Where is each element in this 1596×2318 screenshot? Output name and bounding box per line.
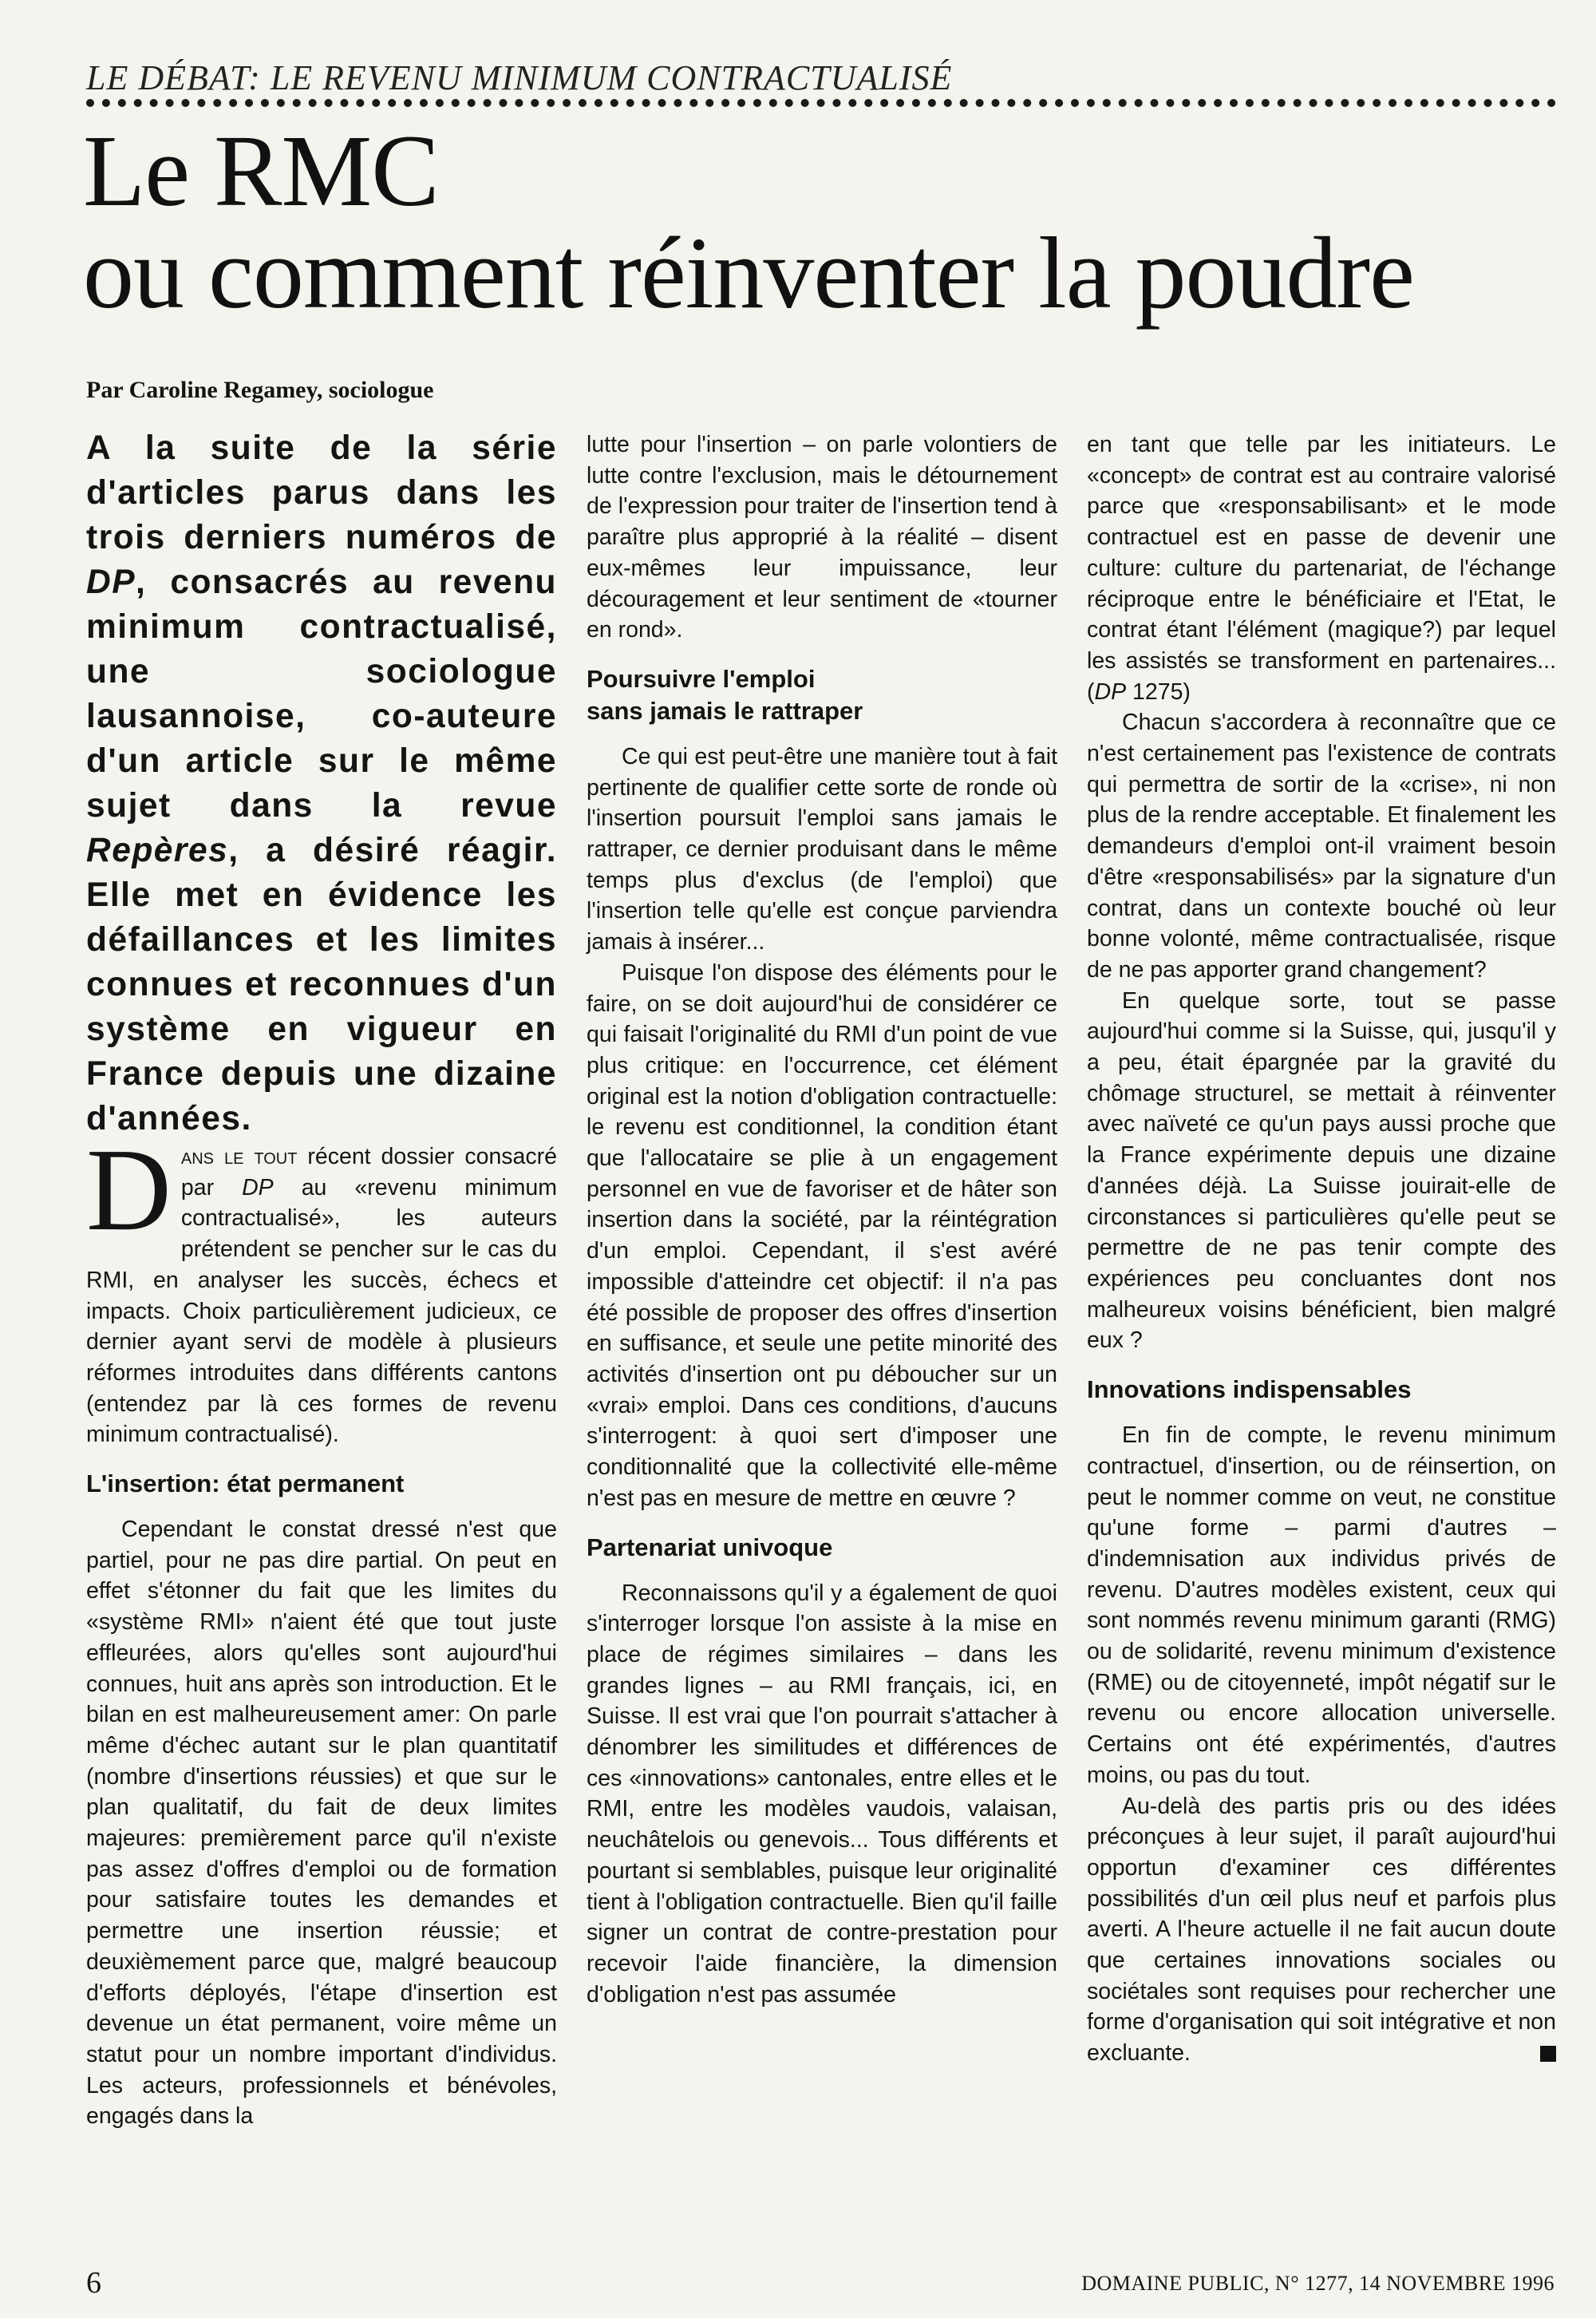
- subheading: Partenariat univoque: [587, 1533, 833, 1561]
- subheading: [587, 663, 1057, 727]
- column-3: [1087, 429, 1556, 2069]
- body-paragraph: Chacun s'accordera à reconnaître que ce n'est certainement pas l'existence de contrats qui permettra de sortir de la «crise», ni non plus de la rendre acceptable. Et finalement les demandeurs d'emploi ont-il vraiment besoin d'être «responsabilisés» par la signature d'un contrat, dans un contexte bouché où leur bonne volonté, même contractualisée, risque de ne pas apporter grand changement?: [1087, 710, 1556, 983]
- lead-dp: DP: [86, 564, 136, 601]
- text-run: récent dossier consacré par: [180, 1144, 557, 1201]
- text-run: 1275): [1126, 678, 1191, 705]
- column-2: [587, 429, 1057, 2010]
- subheading: L'insertion: état permanent: [86, 1470, 405, 1498]
- dotted-divider: [86, 99, 1556, 107]
- column-1: [86, 423, 557, 2132]
- text-run-italic: DP: [242, 1174, 274, 1201]
- body-paragraph: Reconnaissons qu'il y a également de quoi s'interroger lorsque l'on assiste à la mise en place de régimes similaires – dans les grandes lignes – au RMI français, ici, en Suisse. Il est vrai que l'on pourrait s'attacher à dénombrer les similitudes et différences de ces «innovations» cantonales, entre elles et le RMI, entre les modèles vaudois, valaisan, neuchâtelois ou genevois... Tous différents et pourtant si semblables, puisque leur originalité tient à l'obligation contractuelle. Bien qu'il faille signer un contrat de contre-prestation pour recevoir l'aide financière, la dimension d'obligation n'est pas assumée: [587, 1580, 1057, 2007]
- text-run-italic: DP: [1094, 678, 1127, 705]
- subheading: Innovations indispensables: [1087, 1375, 1412, 1404]
- article-headline: [83, 114, 1414, 330]
- lead-text-1: A la suite de la série d'articles parus dans les trois derniers numéros de: [86, 429, 557, 556]
- end-of-article-mark: [1540, 2046, 1556, 2062]
- headline-line-1: Le RMC: [83, 114, 439, 227]
- drop-cap: D: [86, 1125, 172, 1256]
- small-caps-opening: ans le tout: [180, 1144, 298, 1169]
- section-rubric: LE DÉBAT: LE REVENU MINIMUM CONTRACTUALISÉ: [86, 58, 953, 97]
- subheading-line-1: Poursuivre l'emploi: [587, 664, 816, 693]
- body-paragraph: lutte pour l'insertion – on parle volontiers de lutte contre l'exclusion, mais le détournement de l'expression pour traiter de l'insertion tend à paraître plus approprié à la réalité – disent eux-mêmes leur impuissance, leur découragement et leur sentiment de «tourner en rond».: [587, 432, 1057, 643]
- lead-text-2: , consacrés au revenu minimum contractualisé, une sociologue lausannoise, co-auteure d'un article sur le même sujet dans la revue: [86, 564, 557, 825]
- subheading-line-2: sans jamais le rattraper: [587, 696, 863, 725]
- body-paragraph: [86, 1125, 557, 1450]
- body-paragraph: En fin de compte, le revenu minimum contractuel, d'insertion, ou de réinsertion, on peut le nommer comme on veut, ne constitue qu'une forme – parmi d'autres – d'indemnisation aux individus privés de revenu. D'autres modèles existent, ceux qui sont nommés revenu minimum garanti (RMG) ou de solidarité, revenu minimum d'existence (RME) ou de citoyenneté, impôt négatif sur le revenu ou encore allocation universelle. Certains ont été expérimentés, d'autres moins, ou pas du tout.: [1087, 1422, 1556, 1788]
- body-paragraph: Ce qui est peut-être une manière tout à fait pertinente de qualifier cette sorte de ronde où l'insertion poursuit l'emploi sans jamais le rattraper, ce dernier produisant dans le même temps plus d'exclus (de l'emploi) que l'insertion telle qu'elle est conçue parviendra jamais à insérer...: [587, 743, 1057, 955]
- publication-credit: DOMAINE PUBLIC, N° 1277, 14 NOVEMBRE 1996: [1081, 2272, 1555, 2295]
- lead-paragraph: [86, 426, 557, 1141]
- text-run: Au-delà des partis pris ou des idées préconçues à leur sujet, il paraît aujourd'hui opportun d'examiner ces différentes possibilités d'un œil plus neuf et parfois plus averti. A l'heure actuelle il ne fait aucun doute que certaines innovations sociales ou sociétales sont requises pour rechercher une forme d'organisation qui soit intégrative et non excluante.: [1087, 1793, 1556, 2067]
- body-paragraph: En quelque sorte, tout se passe aujourd'hui comme si la Suisse, qui, jusqu'il y a peu, était épargnée par la gravité du chômage structurel, se mettait à réinventer avec naïveté ce qu'un pays aussi proche que la France expérimente depuis une dizaine d'années déjà. La Suisse jouirait-elle de circonstances si particulières qu'elle peut se permettre de ne pas tenir compte des expériences peu concluantes dont nos malheureux voisins bénéficient, bien malgré eux ?: [1087, 987, 1556, 1354]
- byline: Par Caroline Regamey, sociologue: [86, 377, 434, 403]
- body-paragraph: Cependant le constat dressé n'est que partiel, pour ne pas dire partial. On peut en effet s'étonner du fait que les limites du «système RMI» n'aient été que tout juste effleurées, alors qu'elles sont aujourd'hui connues, huit ans après son introduction. Et le bilan en est malheureusement amer: On parle même d'échec autant sur le plan quantitatif (nombre d'insertions réussies) et que sur le plan qualitatif, du fait de deux limites majeures: premièrement parce qu'il n'existe pas assez d'offres d'emploi ou de formation pour satisfaire toutes les demandes et permettre une insertion réussie; et deuxièmement parce que, malgré beaucoup d'efforts déployés, l'étape d'insertion est devenue un état permanent, voire même un statut pour un nombre important d'individus. Les acteurs, professionnels et bénévoles, engagés dans la: [86, 1517, 557, 2130]
- body-paragraph: Puisque l'on dispose des éléments pour le faire, on se doit aujourd'hui de considérer ce qui faisait l'originalité du RMI d'un point de vue plus critique: en l'occurrence, cet élément original est la notion d'obligation contractuelle: le revenu est conditionnel, la condition étant que l'allocataire se plie à un engagement personnel en vue de favoriser et de hâter son insertion dans la société, par la réintégration d'un emploi. Cependant, il s'est avéré impossible d'atteindre cet objectif: il n'a pas été possible de proposer des offres d'insertion en suffisance, et seule une petite minorité des activités d'insertion ont pu déboucher sur un «vrai» emploi. Dans ces conditions, d'aucuns s'interrogent: à quoi sert d'imposer une conditionnalité que la collectivité elle-même n'est pas en mesure de mettre en œuvre ?: [587, 959, 1057, 1511]
- page-number: 6: [86, 2266, 101, 2300]
- text-run: au «revenu minimum contractualisé», les auteurs prétendent se pencher sur le cas du RMI, en analyser les succès, échecs et impacts. Choix particulièrement judicieux, ce dernier ayant servi de modèle à plusieurs réformes introduites dans différents cantons (entendez par là ces formes de revenu minimum contractualisé).: [86, 1174, 557, 1448]
- lead-reperes: Repères: [86, 832, 229, 869]
- lead-text-3: , a désiré réagir. Elle met en évidence les défaillances et les limites connues et reconnues d'un système en vigueur en France depuis une dizaine d'années.: [86, 832, 557, 1137]
- text-run: en tant que telle par les initiateurs. Le «concept» de contrat est au contraire valorisé parce que «responsabilisant» et le mode contractuel est en passe de devenir une culture: culture du partenariat, de l'échange réciproque entre le bénéficiaire et l'Etat, le contrat étant l'élément (magique?) par lequel les assistés se transforment en partenaires... (: [1087, 432, 1556, 705]
- headline-line-2: ou comment réinventer la poudre: [83, 216, 1414, 330]
- body-paragraph: [1087, 1791, 1556, 2069]
- body-paragraph: [1087, 429, 1556, 707]
